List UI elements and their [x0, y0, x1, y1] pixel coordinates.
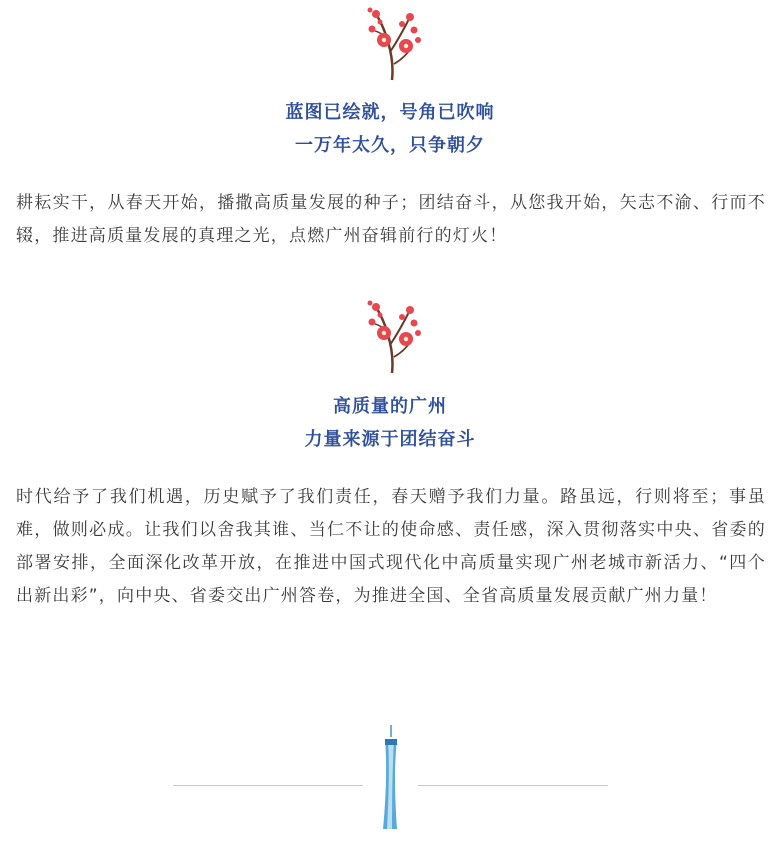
section-title-line2: 力量来源于团结奋斗 — [304, 429, 476, 450]
body-paragraph: 时代给予了我们机遇，历史赋予了我们责任，春天赠予我们力量。路虽远，行则将至；事虽难，做则必成。让我们以舍我其谁、当仁不让的使命感、责任感，深入贯彻落实中央、省委的部署安排，全面深化改革开放，在推进中国式现代化中高质量实现广州老城市新活力、“四个出新出彩”，向中央、省委交出广州答卷，为推进全国、全省高质量发展贡献广州力量！ — [16, 487, 766, 606]
canton-tower-icon — [375, 725, 407, 830]
section-title-line1: 蓝图已绘就，号角已吹响 — [285, 102, 495, 123]
divider-line-left — [173, 785, 363, 786]
body-paragraph: 耕耘实干，从春天开始，播撒高质量发展的种子；团结奋斗，从您我开始，矢志不渝、行而不辍，推进高质量发展的真理之光，点燃广州奋辑前行的灯火！ — [16, 193, 766, 246]
divider-line-right — [418, 785, 608, 786]
plum-blossom-icon — [340, 2, 440, 82]
plum-blossom-icon — [340, 295, 440, 375]
section-title-line2: 一万年太久，只争朝夕 — [295, 135, 485, 156]
section-title-line1: 高质量的广州 — [333, 396, 447, 417]
